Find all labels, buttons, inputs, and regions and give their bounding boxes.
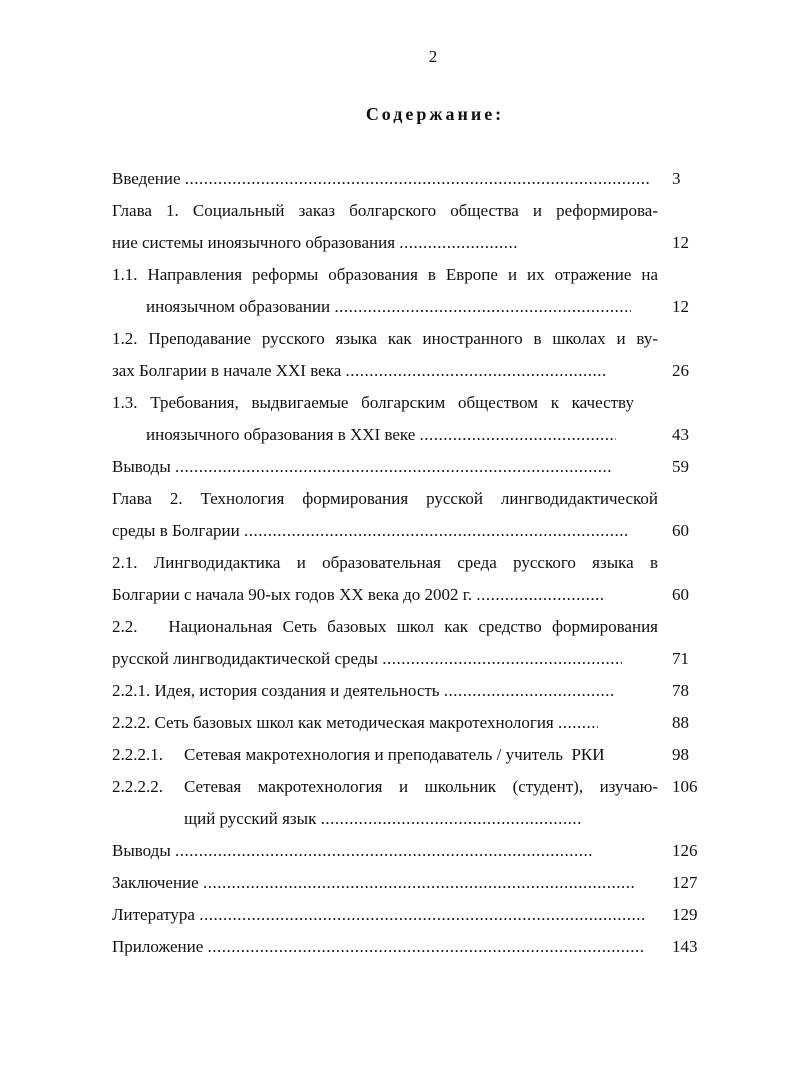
dot-leader — [244, 520, 628, 542]
toc-page-number: 127 — [672, 873, 698, 892]
toc-entry-title-cont: иноязычного образования в XXI веке — [146, 425, 416, 444]
toc-page-number: 71 — [672, 649, 689, 668]
toc-entry-number: 2.2.2.1. — [112, 745, 163, 764]
toc-entry-title: Введение — [112, 169, 181, 188]
toc-page-number: 78 — [672, 681, 689, 700]
toc-entry-title-cont: среды в Болгарии — [112, 521, 240, 540]
toc-entry-title-cont: щий русский язык — [184, 809, 317, 828]
toc-page-number: 129 — [672, 905, 698, 924]
toc-entry-title: Заключение — [112, 873, 199, 892]
toc-page-number: 126 — [672, 841, 698, 860]
toc-entry-number: 2.2.2.2. — [112, 777, 163, 796]
toc-entry-title: Выводы — [112, 457, 171, 476]
toc-entry-section-1-1-line1 — [112, 264, 658, 286]
toc-entry-title-cont: Болгарии с начала 90-ых годов XX века до 2002 г. — [112, 585, 473, 604]
toc-entry-chapter-2-line1 — [112, 488, 658, 510]
toc-entry-title: 1.2. Преподавание русского языка как иностранного в школах и ву- — [112, 329, 658, 348]
toc-entry-section-2-1-line2 — [112, 584, 606, 606]
toc-entry-title: Литература — [112, 905, 195, 924]
toc-entry-title: Глава 2. Технология формирования русской лингводидактической — [112, 489, 658, 508]
toc-entry-references — [112, 904, 645, 926]
dot-leader — [334, 296, 631, 318]
toc-page-number: 60 — [672, 521, 689, 540]
toc-heading: Содержание: — [365, 104, 505, 124]
toc-entry-conclusions-1 — [112, 456, 612, 478]
toc-page-number: 60 — [672, 585, 689, 604]
toc-entry-section-2-1-line1 — [112, 552, 658, 574]
toc-page-number: 12 — [672, 233, 689, 252]
toc-entry-section-1-2-line1 — [112, 328, 658, 350]
dot-leader — [199, 904, 645, 926]
toc-entry-title: 2.2. Национальная Сеть базовых школ как средство формирования — [112, 617, 658, 636]
dot-leader — [203, 872, 635, 894]
dot-leader — [321, 808, 583, 830]
toc-entry-title-cont: зах Болгарии в начале XXI века — [112, 361, 342, 380]
toc-entry-chapter-1-line1 — [112, 200, 658, 222]
toc-entry-section-1-3-line2 — [146, 424, 616, 446]
toc-entry-title: Сетевая макротехнология и преподаватель / учитель РКИ — [184, 745, 605, 764]
toc-entry-chapter-2-line2 — [112, 520, 628, 542]
dot-leader — [420, 424, 616, 446]
toc-page-number: 106 — [672, 777, 698, 796]
toc-entry-title: 2.1. Лингводидактика и образовательная среда русского языка в — [112, 553, 658, 572]
toc-entry-appendix — [112, 936, 645, 958]
toc-entry-title: Выводы — [112, 841, 171, 860]
toc-page-number: 12 — [672, 297, 689, 316]
dot-leader — [382, 648, 622, 670]
toc-entry-section-2-2-2 — [112, 712, 598, 734]
dot-leader — [346, 360, 608, 382]
toc-entry-section-2-2-line2 — [112, 648, 622, 670]
dot-leader — [175, 456, 612, 478]
toc-entry-section-2-2-line1 — [112, 616, 658, 638]
dot-leader — [175, 840, 592, 862]
toc-page-number: 43 — [672, 425, 689, 444]
page-number: 2 — [428, 47, 438, 66]
dot-leader — [399, 232, 519, 254]
toc-page-number: 143 — [672, 937, 698, 956]
toc-entry-title: 1.1. Направления реформы образования в Европе и их отражение на — [112, 265, 658, 284]
toc-entry-title: Глава 1. Социальный заказ болгарского общества и реформирова- — [112, 201, 658, 220]
toc-entry-title: 1.3. Требования, выдвигаемые болгарским обществом к качеству — [112, 393, 634, 412]
toc-entry-conclusion — [112, 872, 635, 894]
toc-entry-title: 2.2.2. Сеть базовых школ как методическая макротехнология — [112, 713, 554, 732]
dot-leader — [444, 680, 616, 702]
toc-entry-title-cont: русской лингводидактической среды — [112, 649, 378, 668]
toc-entry-section-2-2-2-2-line1 — [184, 776, 658, 798]
toc-entry-section-2-2-2-2-line2 — [184, 808, 583, 830]
toc-entry-introduction — [112, 168, 651, 190]
dot-leader — [558, 712, 598, 734]
toc-entry-title: Приложение — [112, 937, 204, 956]
dot-leader — [185, 168, 651, 190]
toc-page-number: 59 — [672, 457, 689, 476]
toc-entry-section-1-1-line2 — [146, 296, 631, 318]
dot-leader — [476, 584, 606, 606]
toc-entry-title-cont: иноязычном образовании — [146, 297, 331, 316]
toc-entry-section-1-2-line2 — [112, 360, 608, 382]
table-of-contents — [0, 168, 792, 968]
toc-entry-title-cont: ние системы иноязычного образования — [112, 233, 396, 252]
toc-entry-section-2-2-1 — [112, 680, 616, 702]
toc-page-number: 88 — [672, 713, 689, 732]
toc-page-number: 26 — [672, 361, 689, 380]
toc-page-number: 3 — [672, 169, 681, 188]
toc-entry-section-2-2-2-1 — [184, 744, 605, 766]
toc-entry-chapter-1-line2 — [112, 232, 519, 254]
toc-entry-title: Сетевая макротехнология и школьник (студент), изучаю- — [184, 777, 658, 796]
dot-leader — [208, 936, 645, 958]
toc-entry-section-1-3-line1 — [112, 392, 634, 414]
toc-entry-title: 2.2.1. Идея, история создания и деятельность — [112, 681, 440, 700]
toc-page-number: 98 — [672, 745, 689, 764]
toc-entry-conclusions-2 — [112, 840, 592, 862]
